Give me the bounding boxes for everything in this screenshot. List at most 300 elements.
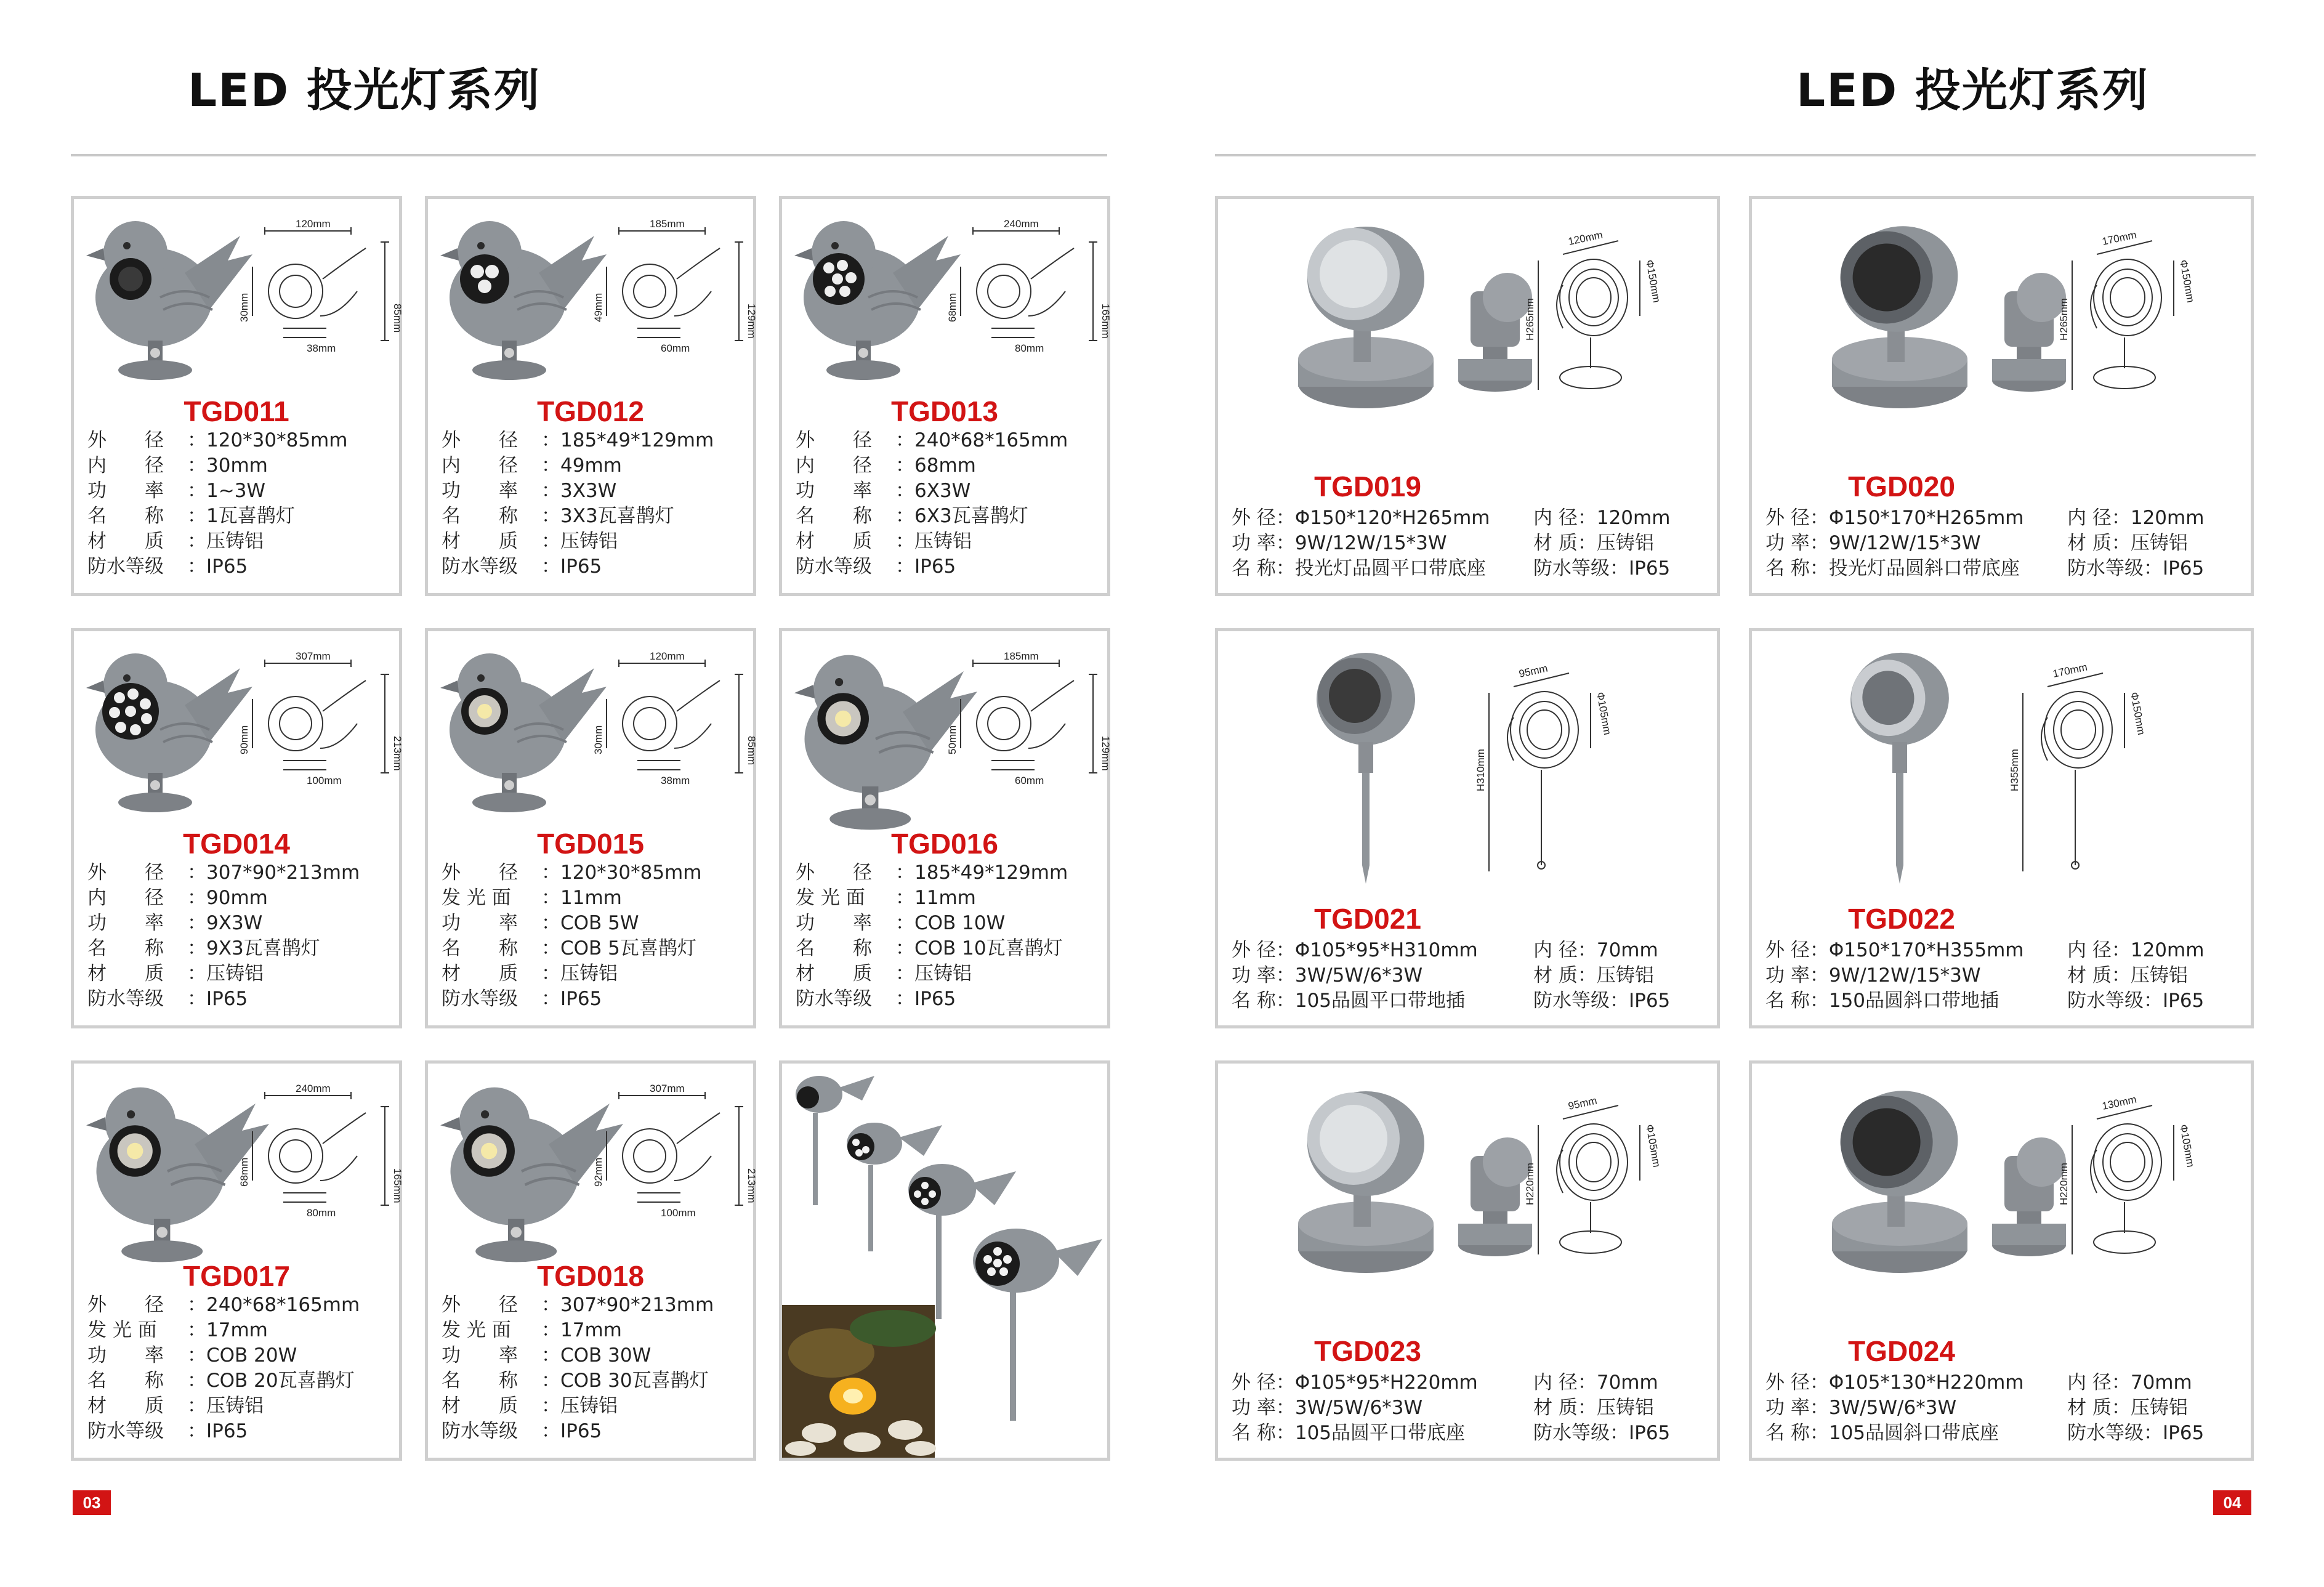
spec-row [796,529,1101,554]
dim-width-label: 185mm [1004,650,1039,662]
spec-row [796,504,1101,529]
spec-left: 名 称：150品圆斜口带地插 [1765,990,1999,1012]
spec-key: 名 称 [796,937,872,959]
dim-depth-label: 68mm [238,1157,250,1187]
spec-row [87,911,393,936]
spec-row [87,1343,393,1368]
spec-row [442,554,747,579]
left-header-rule [71,154,1107,156]
spec-key: 功 率 [796,912,872,934]
spec-left: 名 称：105品圆平口带底座 [1232,1422,1466,1444]
spec-right: 材 质：压铸铝 [1533,532,1654,554]
product-image [782,631,1112,831]
dim-base-label: 100mm [661,1207,696,1219]
spec-value: ：120*30*85mm [541,862,702,884]
spec-key: 防水等级 [796,988,872,1010]
spec-value: ：3X3W [541,480,617,502]
spec-list [87,428,393,579]
spec-key: 材 质 [87,530,164,552]
spec-list [1232,1370,1711,1446]
product-code: TGD013 [891,395,998,427]
spec-key: 功 率 [442,1344,518,1367]
spec-list [442,1293,747,1444]
spec-list [442,860,747,1012]
spec-value: ：90mm [187,887,268,909]
spec-value: ：压铸铝 [187,530,264,552]
spec-right: 内 径：120mm [2067,939,2205,961]
spec-right: 材 质：压铸铝 [2067,532,2188,554]
spec-row [1765,988,2245,1014]
spec-right: 材 质：压铸铝 [2067,1397,2188,1419]
spec-value: ：1瓦喜鹊灯 [187,505,295,527]
spec-left: 外 径：Φ105*95*H310mm [1232,939,1478,961]
spec-right: 防水等级：IP65 [2067,990,2205,1012]
dim-diameter-label: Φ105mm [1594,691,1613,736]
dim-diameter-label: Φ150mm [2128,691,2147,736]
product-code: TGD024 [1848,1335,1955,1367]
spec-value: ：6X3瓦喜鹊灯 [895,505,1028,527]
spec-list [442,428,747,579]
product-image [782,199,1112,398]
dim-width-label: 240mm [296,1083,331,1094]
spec-value: ：17mm [187,1319,268,1341]
product-card-tgd020 [1749,196,2254,596]
dim-height-label: 85mm [392,304,403,333]
spec-value: ：COB 30W [541,1344,652,1367]
spec-key: 发 光 面 [796,887,865,909]
spec-value: ：COB 5W [541,912,639,934]
spec-right: 内 径：70mm [1533,939,1658,961]
product-card-tgd011 [71,196,402,596]
spec-value: ：COB 10瓦喜鹊灯 [895,937,1063,959]
spotlight-image [1218,631,1711,902]
spec-left: 功 率：3W/5W/6*3W [1232,964,1423,987]
spec-row [87,1293,393,1318]
spec-row [442,987,747,1012]
right-header-rule [1215,154,2256,156]
spec-left: 功 率：9W/12W/15*3W [1765,964,1981,987]
spec-value: ：COB 10W [895,912,1006,934]
product-code: TGD022 [1848,903,1955,935]
dim-diameter-label: Φ150mm [2177,259,2197,304]
dim-height-label: 213mm [746,1168,757,1203]
bird-lamp-image [428,631,757,828]
spec-left: 功 率：3W/5W/6*3W [1765,1397,1957,1419]
spec-right: 防水等级：IP65 [1533,557,1671,579]
spec-row [1232,1370,1711,1395]
spec-value: ：307*90*213mm [541,1294,714,1316]
dim-height-label: 129mm [746,304,757,339]
spec-key: 材 质 [87,963,164,985]
spec-right: 防水等级：IP65 [2067,557,2205,579]
dim-depth-label: 49mm [592,293,604,322]
spec-row [442,1318,747,1343]
product-card-tgd017 [71,1060,402,1461]
spec-right: 材 质：压铸铝 [1533,1397,1654,1419]
spec-key: 外 径 [87,862,164,884]
dim-width-label: 170mm [2100,228,2138,248]
spec-row [1765,556,2245,581]
product-code: TGD016 [891,828,998,860]
spec-key: 名 称 [87,505,164,527]
spec-row [1765,531,2245,556]
spec-row [87,504,393,529]
spec-key: 发 光 面 [442,1319,511,1341]
spec-value: ：185*49*129mm [541,429,714,451]
spec-row [796,911,1101,936]
dim-width-label: 95mm [1517,662,1549,680]
spec-row [1232,963,1711,988]
spec-row [442,1419,747,1444]
product-card-tgd019 [1215,196,1720,596]
spec-right: 防水等级：IP65 [1533,990,1671,1012]
bird-lamp-image [782,631,1112,828]
spec-key: 材 质 [442,963,518,985]
spec-left: 外 径：Φ150*170*H355mm [1765,939,2024,961]
dim-width-label: 307mm [296,650,331,662]
right-page-number: 04 [2213,1490,2251,1515]
spec-list [1232,506,1711,581]
spec-key: 功 率 [796,480,872,502]
spec-row [442,911,747,936]
spec-row [442,1394,747,1419]
dim-height-label: 165mm [1100,304,1112,339]
bird-lamp-image [782,199,1112,396]
spec-row [796,554,1101,579]
dim-depth-label: 90mm [238,725,250,754]
spec-value: ：IP65 [541,988,602,1010]
dim-width-label: 130mm [2100,1093,2138,1112]
spec-value: ：压铸铝 [541,1395,618,1417]
product-code: TGD020 [1848,470,1955,503]
product-card-tgd023 [1215,1060,1720,1461]
spec-value: ：压铸铝 [541,530,618,552]
dim-depth-label: 50mm [946,725,958,754]
spec-value: ：COB 30瓦喜鹊灯 [541,1370,709,1392]
left-page-title: LED 投光灯系列 [188,64,541,117]
product-card-tgd012 [425,196,756,596]
product-card-tgd015 [425,628,756,1028]
spec-value: ：185*49*129mm [895,862,1068,884]
spec-value: ：COB 5瓦喜鹊灯 [541,937,696,959]
spec-key: 功 率 [87,480,164,502]
dim-base-label: 80mm [307,1207,336,1219]
spec-row [87,1368,393,1394]
spec-list [1765,506,2245,581]
spec-value: ：压铸铝 [895,530,972,552]
spec-value: ：307*90*213mm [187,862,360,884]
spec-row [87,1394,393,1419]
dim-width-label: 185mm [650,218,685,230]
spec-right: 内 径：70mm [2067,1371,2192,1394]
spec-row [1232,988,1711,1014]
spec-row [87,936,393,961]
product-image [428,199,757,398]
spec-row [1232,556,1711,581]
dim-width-label: 307mm [650,1083,685,1094]
left-page-number: 03 [73,1490,111,1515]
dim-width-label: 120mm [650,650,685,662]
spec-row [796,479,1101,504]
spec-key: 防水等级 [442,988,518,1010]
spec-row [796,886,1101,911]
spec-key: 内 径 [87,454,164,477]
product-image [428,1064,757,1263]
spec-value: ：COB 20瓦喜鹊灯 [187,1370,355,1392]
spec-value: ：11mm [541,887,622,909]
spotlight-image [1218,1064,1711,1335]
spec-key: 功 率 [442,480,518,502]
dim-depth-label: 92mm [592,1157,604,1187]
product-image [74,631,403,831]
spec-right: 内 径：120mm [1533,507,1671,529]
spec-key: 防水等级 [796,555,872,578]
spec-key: 名 称 [442,937,518,959]
spec-key: 防水等级 [87,1420,164,1442]
spec-value: ：压铸铝 [541,963,618,985]
spec-key: 外 径 [442,429,518,451]
spec-key: 防水等级 [87,555,164,578]
dim-base-label: 80mm [1015,342,1044,354]
spec-right: 材 质：压铸铝 [2067,964,2188,987]
dim-width-label: 240mm [1004,218,1039,230]
product-image [1752,1064,2245,1337]
spec-left: 名 称：105品圆斜口带底座 [1765,1422,1999,1444]
dim-height-label: 85mm [746,736,757,765]
spec-value: ：240*68*165mm [895,429,1068,451]
spotlight-image [1218,199,1711,470]
spec-value: ：49mm [541,454,622,477]
spec-key: 功 率 [442,912,518,934]
spec-key: 材 质 [442,530,518,552]
spec-value: ：9X3W [187,912,263,934]
spec-key: 外 径 [796,429,872,451]
spec-row [442,961,747,987]
dim-height-label: H220mm [2058,1163,2070,1205]
dim-height-label: 165mm [392,1168,403,1203]
spec-left: 外 径：Φ150*120*H265mm [1232,507,1490,529]
spec-row [87,886,393,911]
dim-height-label: H220mm [1524,1163,1536,1205]
spec-value: ：9X3瓦喜鹊灯 [187,937,320,959]
spec-value: ：17mm [541,1319,622,1341]
dim-base-label: 100mm [307,775,342,786]
spec-key: 外 径 [442,1294,518,1316]
dim-base-label: 38mm [307,342,336,354]
spec-row [796,987,1101,1012]
spotlight-image [1752,1064,2245,1335]
spec-right: 防水等级：IP65 [2067,1422,2205,1444]
spec-row [442,504,747,529]
spec-row [1232,1395,1711,1421]
spec-row [442,479,747,504]
spec-row [442,1293,747,1318]
spec-key: 材 质 [442,1395,518,1417]
right-page-title: LED 投光灯系列 [1796,64,2149,117]
spec-value: ：68mm [895,454,976,477]
spec-value: ：1~3W [187,480,266,502]
bird-lamp-image [428,199,757,396]
spec-row [87,479,393,504]
spec-value: ：IP65 [541,555,602,578]
bird-lamp-image [74,631,403,828]
spec-row [87,428,393,453]
spec-key: 外 径 [796,862,872,884]
spec-row [442,1343,747,1368]
product-code: TGD018 [537,1260,644,1292]
spec-list [1232,938,1711,1014]
spec-key: 防水等级 [87,988,164,1010]
spec-row [442,936,747,961]
dim-base-label: 60mm [661,342,690,354]
product-code: TGD011 [184,395,289,427]
product-card-tgd021 [1215,628,1720,1028]
spec-key: 功 率 [87,912,164,934]
dim-depth-label: 68mm [946,293,958,322]
spec-row [1765,1370,2245,1395]
spec-left: 名 称：105品圆平口带地插 [1232,990,1466,1012]
spec-list [87,1293,393,1444]
spec-row [87,453,393,479]
spec-key: 名 称 [796,505,872,527]
product-code: TGD017 [183,1260,290,1292]
spec-left: 功 率：9W/12W/15*3W [1232,532,1447,554]
spec-row [442,1368,747,1394]
spec-row [1232,938,1711,963]
spec-key: 名 称 [442,505,518,527]
spec-key: 材 质 [796,530,872,552]
spec-value: ：6X3W [895,480,971,502]
spec-row [87,961,393,987]
product-card-tgd014 [71,628,402,1028]
spec-row [796,936,1101,961]
spec-key: 防水等级 [442,555,518,578]
spec-row [442,860,747,886]
dim-diameter-label: Φ105mm [2177,1123,2197,1168]
spec-row [442,453,747,479]
collage-image [782,1064,1107,1458]
product-code: TGD015 [537,828,644,860]
spec-value: ：3X3瓦喜鹊灯 [541,505,674,527]
product-image [1752,631,2245,905]
product-collage-photo [779,1060,1110,1461]
product-image [428,631,757,831]
spec-row [1765,963,2245,988]
spec-key: 外 径 [87,1294,164,1316]
dim-diameter-label: Φ150mm [1644,259,1663,304]
product-image [1218,1064,1711,1337]
spec-left: 外 径：Φ150*170*H265mm [1765,507,2024,529]
product-image [1218,631,1711,905]
product-card-tgd016 [779,628,1110,1028]
dim-height-label: H265mm [2058,298,2070,341]
dim-diameter-label: Φ105mm [1644,1123,1663,1168]
spec-left: 功 率：3W/5W/6*3W [1232,1397,1423,1419]
spec-right: 内 径：70mm [1533,1371,1658,1394]
product-image [1218,199,1711,472]
spec-row [87,987,393,1012]
product-image [74,1064,403,1263]
spec-row [87,554,393,579]
spec-row [1765,938,2245,963]
spec-key: 名 称 [87,937,164,959]
spec-key: 材 质 [796,963,872,985]
spec-row [796,453,1101,479]
spec-value: ：240*68*165mm [187,1294,360,1316]
spec-key: 材 质 [87,1395,164,1417]
dim-base-label: 38mm [661,775,690,786]
spotlight-image [1752,631,2245,902]
spec-key: 外 径 [87,429,164,451]
spec-value: ：IP65 [187,988,248,1010]
spotlight-image [1752,199,2245,470]
dim-width-label: 120mm [1567,228,1604,248]
spec-value: ：IP65 [187,1420,248,1442]
spec-key: 名 称 [442,1370,518,1392]
spec-row [87,860,393,886]
dim-base-label: 60mm [1015,775,1044,786]
spec-row [796,428,1101,453]
spec-value: ：压铸铝 [187,1395,264,1417]
dim-height-label: 213mm [392,736,403,771]
dim-height-label: H355mm [2009,749,2020,791]
dim-height-label: H265mm [1524,298,1536,341]
spec-value: ：IP65 [895,555,956,578]
spec-row [1765,506,2245,531]
spec-list [1765,938,2245,1014]
spec-value: ：120*30*85mm [187,429,348,451]
spec-left: 外 径：Φ105*130*H220mm [1765,1371,2024,1394]
product-code: TGD014 [183,828,290,860]
product-code: TGD012 [537,395,644,427]
spec-value: ：COB 20W [187,1344,297,1367]
dim-depth-label: 30mm [238,293,250,322]
spec-left: 外 径：Φ105*95*H220mm [1232,1371,1478,1394]
spec-row [442,428,747,453]
spec-left: 名 称：投光灯品圆斜口带底座 [1765,557,2020,579]
bird-lamp-image [74,199,403,396]
spec-key: 发 光 面 [442,887,511,909]
dim-height-label: 129mm [1100,736,1112,771]
product-image [74,199,403,398]
spec-row [442,529,747,554]
spec-list [796,428,1101,579]
product-code: TGD019 [1314,470,1421,503]
dim-depth-label: 30mm [592,725,604,754]
dim-width-label: 120mm [296,218,331,230]
spec-value: ：IP65 [895,988,956,1010]
spec-row [87,529,393,554]
spec-left: 功 率：9W/12W/15*3W [1765,532,1981,554]
dim-width-label: 95mm [1567,1094,1599,1112]
spec-key: 功 率 [87,1344,164,1367]
spec-key: 内 径 [442,454,518,477]
spec-list [1765,1370,2245,1446]
product-code: TGD023 [1314,1335,1421,1367]
spec-row [87,1419,393,1444]
spec-key: 内 径 [87,887,164,909]
spec-row [87,1318,393,1343]
spec-left: 名 称：投光灯品圆平口带底座 [1232,557,1486,579]
spec-value: ：30mm [187,454,268,477]
spec-row [1232,1421,1711,1446]
product-card-tgd013 [779,196,1110,596]
spec-row [1232,506,1711,531]
bird-lamp-image [428,1064,757,1261]
bird-lamp-image [74,1064,403,1261]
spec-row [796,961,1101,987]
spec-list [87,860,393,1012]
